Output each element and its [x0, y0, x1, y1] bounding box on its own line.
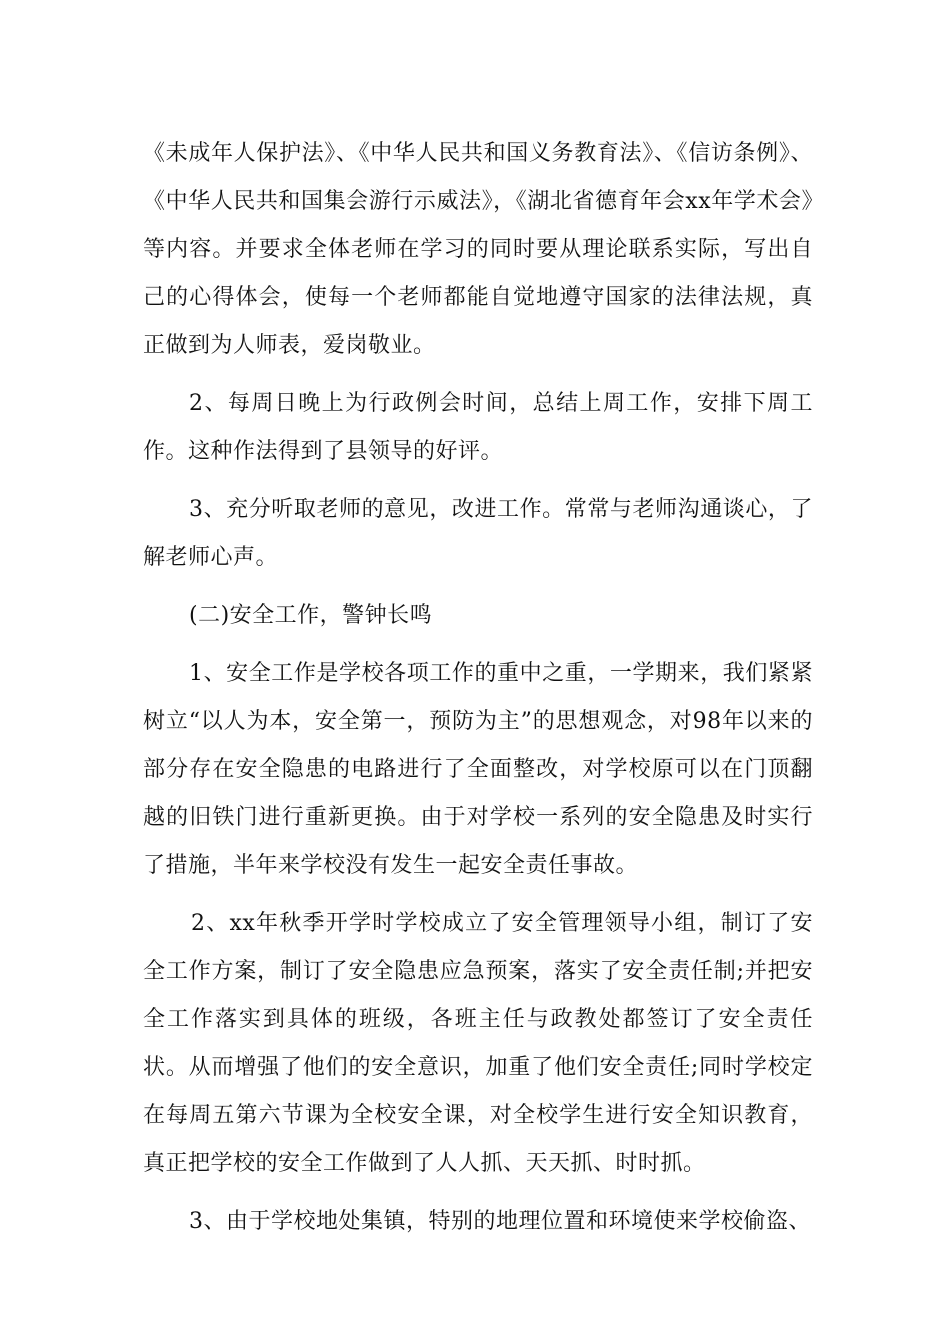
- paragraph-safety-item-1: 1、安全工作是学校各项工作的重中之重，一学期来，我们紧紧树立“以人为本，安全第一，预防为主”的思想观念，对98年以来的部分存在安全隐患的电路进行了全面整改，对学校原可以在门顶翻越的旧铁门进行重新更换。由于对学校一系列的安全隐患及时实行了措施，半年来学校没有发生一起安全责任事故。: [143, 661, 813, 878]
- paragraph-safety-item-2: 2、xx年秋季开学时学校成立了安全管理领导小组，制订了安全工作方案，制订了安全隐患应急预案，落实了安全责任制;并把安全工作落实到具体的班级，各班主任与政教处都签订了安全责任状。从而增强了他们的安全意识，加重了他们安全责任;同时学校定在每周五第六节课为全校安全课，对全校学生进行安全知识教育，真正把学校的安全工作做到了人人抓、天天抓、时时抓。: [143, 911, 813, 1176]
- paragraph-listen-teachers: 3、充分听取老师的意见，改进工作。常常与老师沟通谈心，了解老师心声。: [143, 497, 813, 570]
- document-body: [143, 130, 813, 1256]
- paragraph-safety-item-3: 3、由于学校地处集镇，特别的地理位置和环境使来学校偷盗、: [189, 1209, 811, 1234]
- paragraph-law-study: 《未成年人保护法》、《中华人民共和国义务教育法》、《信访条例》、《中华人民共和国集会游行示威法》，《湖北省德育年会xx年学术会》等内容。并要求全体老师在学习的同时要从理论联系实际，写出自己的心得体会，使每一个老师都能自觉地遵守国家的法律法规，真正做到为人师表，爱岗敬业。: [143, 141, 813, 358]
- paragraph-weekly-meeting: 2、每周日晚上为行政例会时间，总结上周工作，安排下周工作。这种作法得到了县领导的好评。: [143, 391, 813, 464]
- section-heading-safety: (二)安全工作，警钟长鸣: [189, 603, 433, 628]
